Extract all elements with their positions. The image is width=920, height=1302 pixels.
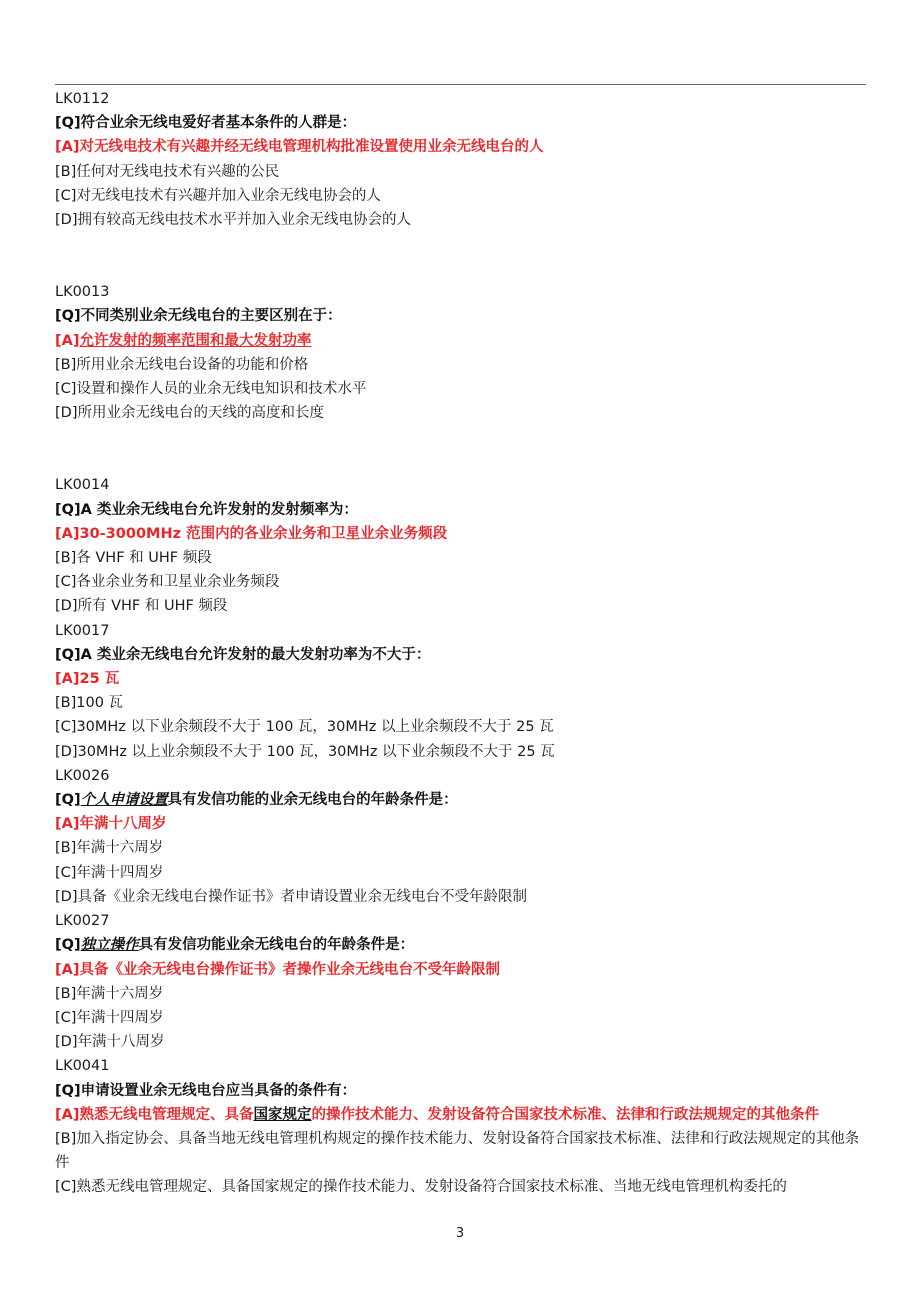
option-c: [C]30MHz 以下业余频段不大于 100 瓦，30MHz 以上业余频段不大于 25 瓦 — [55, 719, 554, 736]
question-block — [55, 764, 870, 909]
option-c: [C]设置和操作人员的业余无线电知识和技术水平 — [55, 381, 367, 398]
option-b: [B]年满十六周岁 — [55, 840, 164, 857]
question-code: LK0017 — [55, 622, 110, 639]
question-emphasis: 独立操作 — [80, 937, 139, 954]
option-d: [D]30MHz 以上业余频段不大于 100 瓦，30MHz 以下业余频段不大于 25 瓦 — [55, 743, 555, 760]
header-rule — [55, 84, 866, 85]
option-b: [B]100 瓦 — [55, 695, 124, 712]
answer-correct: [A]对无线电技术有兴趣并经无线电管理机构批准设置使用业余无线电台的人 — [55, 139, 544, 156]
answer-correct: [A]30-3000MHz 范围内的各业余业务和卫星业余业务频段 — [55, 525, 448, 542]
question-text: [Q]申请设置业余无线电台应当具备的条件有： — [55, 1082, 357, 1099]
option-d: [D]具备《业余无线电台操作证书》者申请设置业余无线电台不受年龄限制 — [55, 888, 527, 905]
option-c: [C]年满十四周岁 — [55, 1009, 164, 1026]
question-text: [Q]不同类别业余无线电台的主要区别在于： — [55, 308, 342, 325]
question-text: [Q]A 类业余无线电台允许发射的发射频率为： — [55, 501, 358, 518]
option-d: [D]年满十八周岁 — [55, 1034, 165, 1051]
option-d: [D]所有 VHF 和 UHF 频段 — [55, 598, 228, 615]
question-code: LK0041 — [55, 1058, 110, 1075]
option-b: [B]各 VHF 和 UHF 频段 — [55, 550, 212, 567]
question-prefix: [Q] — [55, 792, 81, 809]
question-text: [Q]符合业余无线电爱好者基本条件的人群是： — [55, 115, 357, 132]
option-d: [D]所用业余无线电台的天线的高度和长度 — [55, 405, 324, 422]
question-block — [55, 619, 870, 764]
answer-correct: [A]25 瓦 — [55, 671, 120, 688]
question-list — [55, 87, 870, 1200]
option-c: [C]熟悉无线电管理规定、具备国家规定的操作技术能力、发射设备符合国家技术标准、当地无线电管理机构委托的 — [55, 1179, 787, 1196]
option-b: [B]年满十六周岁 — [55, 985, 164, 1002]
answer-underlined: 允许发射的频率范围和最大发射功率 — [79, 332, 312, 349]
question-rest: 具有发信功能业余无线电台的年龄条件是： — [138, 937, 415, 954]
question-code: LK0014 — [55, 477, 110, 494]
question-text: [Q]A 类业余无线电台允许发射的最大发射功率为不大于： — [55, 646, 431, 663]
answer-prefix: [A] — [55, 332, 80, 349]
answer-part1: [A]熟悉无线电管理规定、具备 — [55, 1106, 254, 1123]
question-block — [55, 1054, 870, 1199]
question-block — [55, 280, 870, 425]
question-rest: 具有发信功能的业余无线电台的年龄条件是： — [167, 792, 458, 809]
page-number: 3 — [455, 1226, 465, 1241]
option-b: [B]加入指定协会、具备当地无线电管理机构规定的操作技术能力、发射设备符合国家技术标准、法律和行政法规规定的其他条件 — [55, 1130, 860, 1172]
answer-underlined: 国家规定 — [253, 1106, 312, 1123]
question-code: LK0026 — [55, 767, 110, 784]
option-b: [B]所用业余无线电台设备的功能和价格 — [55, 356, 309, 373]
option-c: [C]年满十四周岁 — [55, 864, 164, 881]
answer-correct: [A]具备《业余无线电台操作证书》者操作业余无线电台不受年龄限制 — [55, 961, 500, 978]
question-block — [55, 909, 870, 1054]
option-b: [B]任何对无线电技术有兴趣的公民 — [55, 163, 280, 180]
question-code: LK0112 — [55, 91, 110, 107]
question-prefix: [Q] — [55, 937, 81, 954]
question-block — [55, 473, 870, 618]
answer-correct — [55, 1103, 870, 1127]
option-d: [D]拥有较高无线电技术水平并加入业余无线电协会的人 — [55, 212, 411, 229]
answer-part2: 的操作技术能力、发射设备符合国家技术标准、法律和行政法规规定的其他条件 — [311, 1106, 819, 1123]
question-emphasis: 个人申请设置 — [80, 792, 168, 809]
question-code: LK0027 — [55, 913, 110, 930]
question-text — [55, 933, 870, 957]
question-code: LK0013 — [55, 284, 110, 301]
option-c: [C]对无线电技术有兴趣并加入业余无线电协会的人 — [55, 187, 381, 204]
question-text — [55, 788, 870, 812]
answer-correct: [A]年满十八周岁 — [55, 816, 167, 833]
question-block — [55, 87, 870, 232]
option-c: [C]各业余业务和卫星业余业务频段 — [55, 574, 280, 591]
answer-correct — [55, 329, 870, 353]
